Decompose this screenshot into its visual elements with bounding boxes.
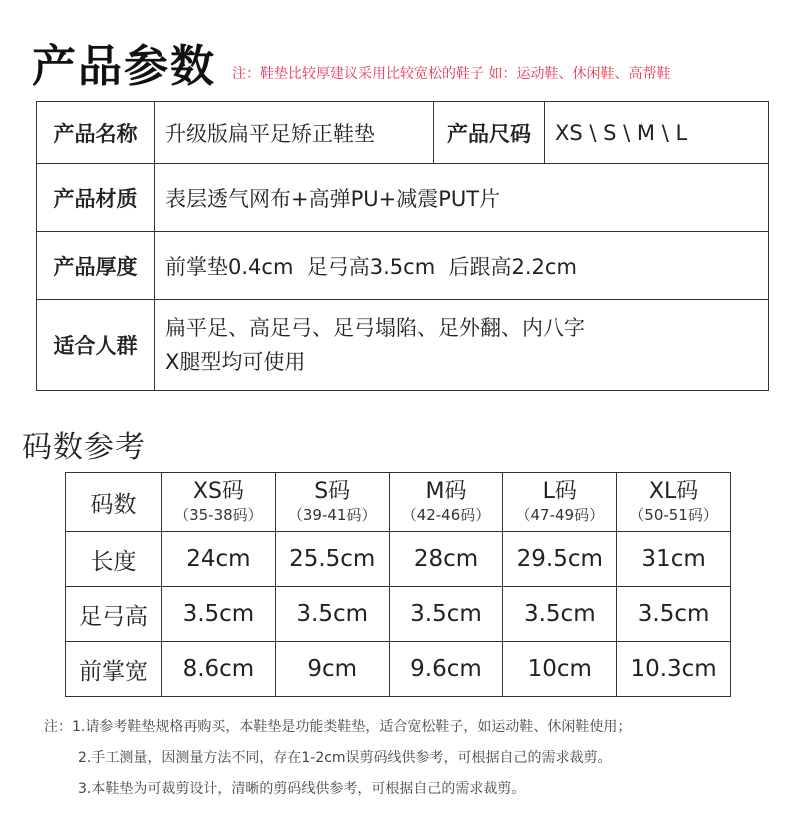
table-row — [66, 642, 731, 697]
table-cell: 3.5cm — [275, 587, 389, 642]
column-range: （39-41码） — [287, 506, 377, 524]
column-name: S码 — [314, 479, 351, 504]
table-cell: 10cm — [503, 642, 617, 697]
table-row — [37, 102, 769, 164]
thickness-value: 前掌垫0.4cm 足弓高3.5cm 后跟高2.2cm — [155, 232, 769, 300]
table-cell: 9cm — [275, 642, 389, 697]
column-header — [617, 473, 731, 532]
row-label: 长度 — [66, 532, 162, 587]
product-params-table — [36, 101, 769, 391]
suitable-line-1: 扁平足、高足弓、足弓塌陷、足外翻、内八字 — [165, 316, 585, 340]
note-line-2: 2.手工测量，因测量方法不同，存在1-2cm误剪码线供参考，可根据自己的需求裁剪。 — [78, 750, 612, 766]
table-cell: 3.5cm — [389, 587, 503, 642]
column-range: （42-46码） — [401, 506, 491, 524]
name-value: 升级版扁平足矫正鞋垫 — [155, 102, 434, 164]
table-row — [37, 232, 769, 300]
table-cell: 28cm — [389, 532, 503, 587]
title-note: 注：鞋垫比较厚建议采用比较宽松的鞋子 如：运动鞋、休闲鞋、高帮鞋 — [232, 66, 671, 82]
size-label: 产品尺码 — [434, 102, 545, 164]
material-value: 表层透气网布+高弹PU+减震PUT片 — [155, 164, 769, 232]
table-cell: 31cm — [617, 532, 731, 587]
column-header — [275, 473, 389, 532]
table-header-row — [66, 473, 731, 532]
table-cell: 9.6cm — [389, 642, 503, 697]
column-header — [162, 473, 276, 532]
table-row — [37, 164, 769, 232]
corner-cell: 码数 — [66, 473, 162, 532]
name-label: 产品名称 — [37, 102, 155, 164]
column-name: M码 — [425, 479, 467, 504]
suitable-line-2: X腿型均可使用 — [165, 350, 306, 374]
page-title: 产品参数 — [32, 41, 216, 92]
column-name: XS码 — [192, 479, 244, 504]
material-label: 产品材质 — [37, 164, 155, 232]
table-cell: 29.5cm — [503, 532, 617, 587]
column-header — [389, 473, 503, 532]
thickness-label: 产品厚度 — [37, 232, 155, 300]
row-label: 前掌宽 — [66, 642, 162, 697]
size-chart-table — [65, 472, 731, 697]
table-cell: 24cm — [162, 532, 276, 587]
table-cell: 3.5cm — [617, 587, 731, 642]
table-cell: 10.3cm — [617, 642, 731, 697]
table-cell: 8.6cm — [162, 642, 276, 697]
table-row — [37, 300, 769, 391]
table-row — [66, 587, 731, 642]
column-range: （50-51码） — [629, 506, 718, 524]
suitable-label: 适合人群 — [37, 300, 155, 391]
column-header — [503, 473, 617, 532]
size-chart-title: 码数参考 — [22, 430, 146, 465]
column-name: XL码 — [648, 479, 699, 504]
note-line-3: 3.本鞋垫为可裁剪设计，清晰的剪码线供参考，可根据自己的需求裁剪。 — [78, 781, 526, 797]
suitable-value — [155, 300, 769, 391]
column-range: （35-38码） — [174, 506, 263, 524]
row-label: 足弓高 — [66, 587, 162, 642]
column-range: （47-49码） — [515, 506, 605, 524]
table-cell: 25.5cm — [275, 532, 389, 587]
table-row — [66, 532, 731, 587]
table-cell: 3.5cm — [162, 587, 276, 642]
note-line-1: 注：1.请参考鞋垫规格再购买，本鞋垫是功能类鞋垫，适合宽松鞋子，如运动鞋、休闲鞋使用； — [44, 719, 632, 735]
size-value: XS \ S \ M \ L — [545, 102, 769, 164]
column-name: L码 — [542, 479, 577, 504]
table-cell: 3.5cm — [503, 587, 617, 642]
